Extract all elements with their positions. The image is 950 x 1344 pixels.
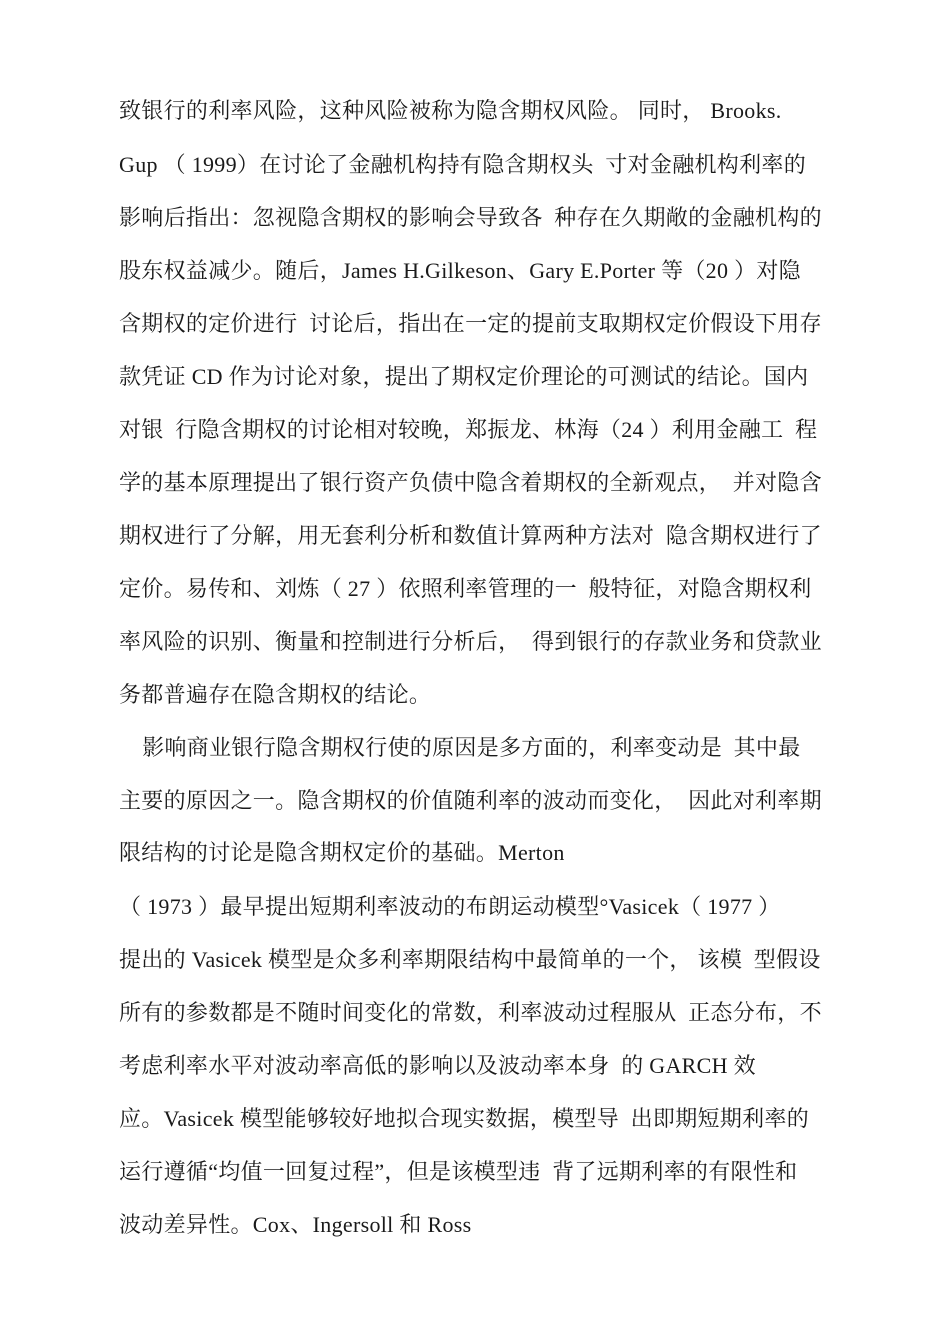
text-line: 应。Vasicek 模型能够较好地拟合现实数据，模型导 出即期短期利率的	[119, 1106, 810, 1131]
text-line: 期权进行了分解，用无套利分析和数值计算两种方法对 隐含期权进行了	[119, 523, 822, 548]
text-line: 致银行的利率风险，这种风险被称为隐含期权风险。 同时， Brooks.	[119, 98, 782, 123]
text-line: 提出的 Vasicek 模型是众多利率期限结构中最简单的一个， 该模 型假设	[119, 947, 821, 972]
text-line: 款凭证 CD 作为讨论对象，提出了期权定价理论的可测试的结论。国内	[119, 364, 809, 389]
text-line: 率风险的识别、衡量和控制进行分析后， 得到银行的存款业务和贷款业	[119, 629, 822, 654]
text-line: 务都普遍存在隐含期权的结论。	[119, 682, 432, 707]
text-line: 考虑利率水平对波动率高低的影响以及波动率本身 的 GARCH 效	[119, 1053, 756, 1078]
text-line: 运行遵循“均值一回复过程”，但是该模型违 背了远期利率的有限性和	[119, 1159, 798, 1184]
text-line: 学的基本原理提出了银行资产负债中隐含着期权的全新观点， 并对隐含	[119, 470, 822, 495]
text-line: 含期权的定价进行 讨论后，指出在一定的提前支取期权定价假设下用存	[119, 311, 822, 336]
text-line: 所有的参数都是不随时间变化的常数，利率波动过程服从 正态分布，不	[119, 1000, 822, 1025]
text-line: 限结构的讨论是隐含期权定价的基础。Merton	[119, 840, 565, 865]
text-line: 波动差异性。Cox、Ingersoll 和 Ross	[119, 1212, 472, 1237]
text-line: 股东权益减少。随后，James H.Gilkeson、Gary E.Porter 等（20 ）对隐	[119, 258, 801, 283]
text-line: 影响后指出：忽视隐含期权的影响会导致各 种存在久期敞的金融机构的	[119, 205, 822, 230]
text-line: 定价。易传和、刘炼（ 27 ）依照利率管理的一 般特征，对隐含期权利	[119, 576, 812, 601]
text-line: 影响商业银行隐含期权行使的原因是多方面的，利率变动是 其中最	[119, 735, 801, 760]
text-line: 对银 行隐含期权的讨论相对较晚，郑振龙、林海（24 ）利用金融工 程	[119, 417, 818, 442]
text-line: （ 1973 ）最早提出短期利率波动的布朗运动模型°Vasicek（ 1977 ）	[119, 894, 781, 919]
text-line: Gup （ 1999）在讨论了金融机构持有隐含期权头 寸对金融机构利率的	[119, 152, 806, 177]
text-line: 主要的原因之一。隐含期权的价值随利率的波动而变化， 因此对利率期	[119, 788, 822, 813]
